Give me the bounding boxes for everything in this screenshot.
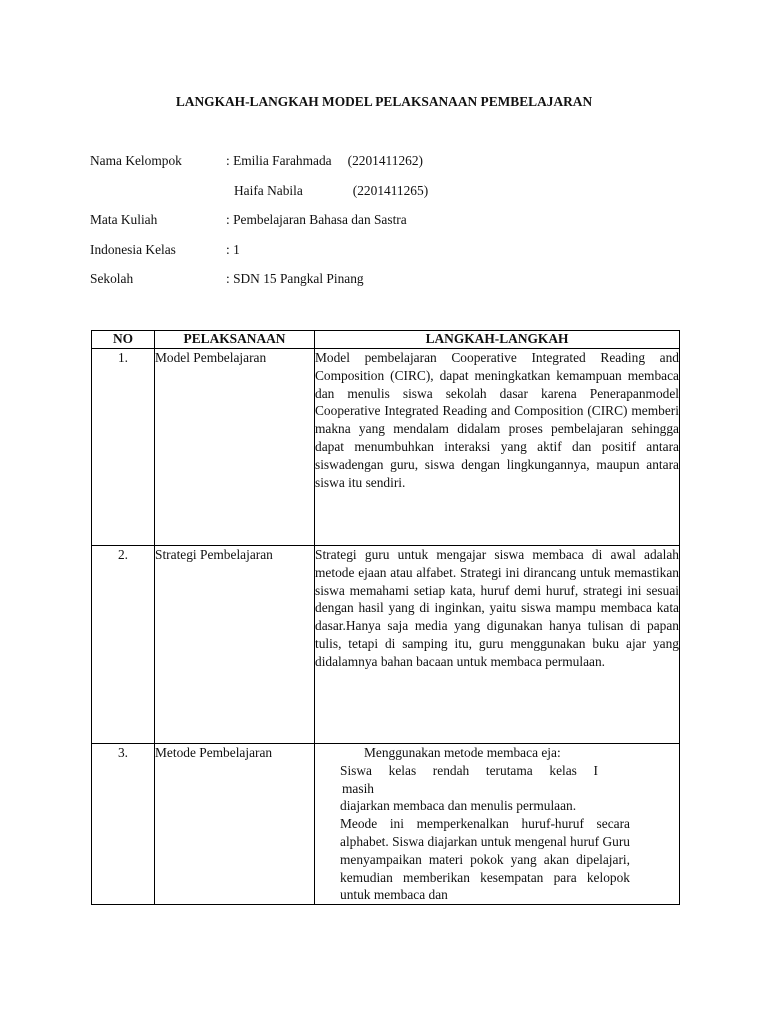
table-row — [92, 349, 680, 546]
info-label: Sekolah — [90, 271, 134, 286]
table-header-row — [92, 331, 680, 349]
info-value: Haifa Nabila (2201411265) — [234, 183, 429, 198]
row-pelaksanaan: Model Pembelajaran — [155, 349, 315, 546]
header-pelaksanaan: PELAKSANAAN — [155, 331, 315, 349]
row-number: 1. — [92, 349, 155, 546]
info-value: : Pembelajaran Bahasa dan Sastra — [226, 212, 407, 227]
row-pelaksanaan: Metode Pembelajaran — [155, 744, 315, 905]
langkah-line: diajarkan membaca dan menulis permulaan. — [340, 798, 577, 814]
langkah-line: masih — [342, 780, 374, 796]
table-row — [92, 546, 680, 744]
langkah-line: Meode ini memperkenalkan huruf-huruf secara alphabet. Siswa diajarkan untuk mengenal huruf Guru menyampaikan materi pokok yang akan dipelajari, kemudian memberikan kesempatan para kelopok untuk membaca dan — [340, 816, 630, 903]
info-value: : Emilia Farahmada (2201411262) — [226, 153, 423, 168]
info-value: : 1 — [226, 242, 240, 257]
row-langkah: Model pembelajaran Cooperative Integrated Reading and Composition (CIRC), dapat meningkatkan kemampuan membaca dan menulis siswa sekolah dasar karena Penerapanmodel Cooperative Integrated Reading and Composition (CIRC) memberi makna yang mendalam didalam proses pembelajaran sehingga dapat menumbuhkan interaksi yang aktif dan positif antara siswadengan guru, siswa dengan lingkungannya, maupun antara siswa itu sendiri. — [315, 349, 680, 546]
header-langkah: LANGKAH-LANGKAH — [315, 331, 680, 349]
langkah-line: Menggunakan metode membaca eja: — [364, 745, 561, 760]
row-number: 2. — [92, 546, 155, 744]
row-pelaksanaan: Strategi Pembelajaran — [155, 546, 315, 744]
info-label: Indonesia Kelas — [90, 242, 176, 257]
langkah-table — [91, 330, 680, 905]
info-value: : SDN 15 Pangkal Pinang — [226, 271, 364, 286]
langkah-line: Siswa kelas rendah terutama kelas I — [340, 762, 598, 778]
row-langkah: Strategi guru untuk mengajar siswa membaca di awal adalah metode ejaan atau alfabet. Strategi ini dirancang untuk memastikan siswa memahami setiap kata, huruf demi huruf, strategi ini sesuai dengan hasil yang di inginkan, yaitu siswa mampu membaca kata dasar.Hanya saja media yang digunakan hanya tulisan di papan tulis, tetapi di samping itu, guru menggunakan buku ajar yang didalamnya bahan bacaan untuk membaca permulaan. — [315, 546, 680, 744]
header-no: NO — [92, 331, 155, 349]
row-number: 3. — [92, 744, 155, 905]
page-title: LANGKAH-LANGKAH MODEL PELAKSANAAN PEMBELAJARAN — [175, 94, 593, 109]
info-label: Nama Kelompok — [90, 153, 182, 168]
table-row — [92, 744, 680, 905]
info-label: Mata Kuliah — [90, 212, 158, 227]
row-langkah — [315, 744, 680, 905]
